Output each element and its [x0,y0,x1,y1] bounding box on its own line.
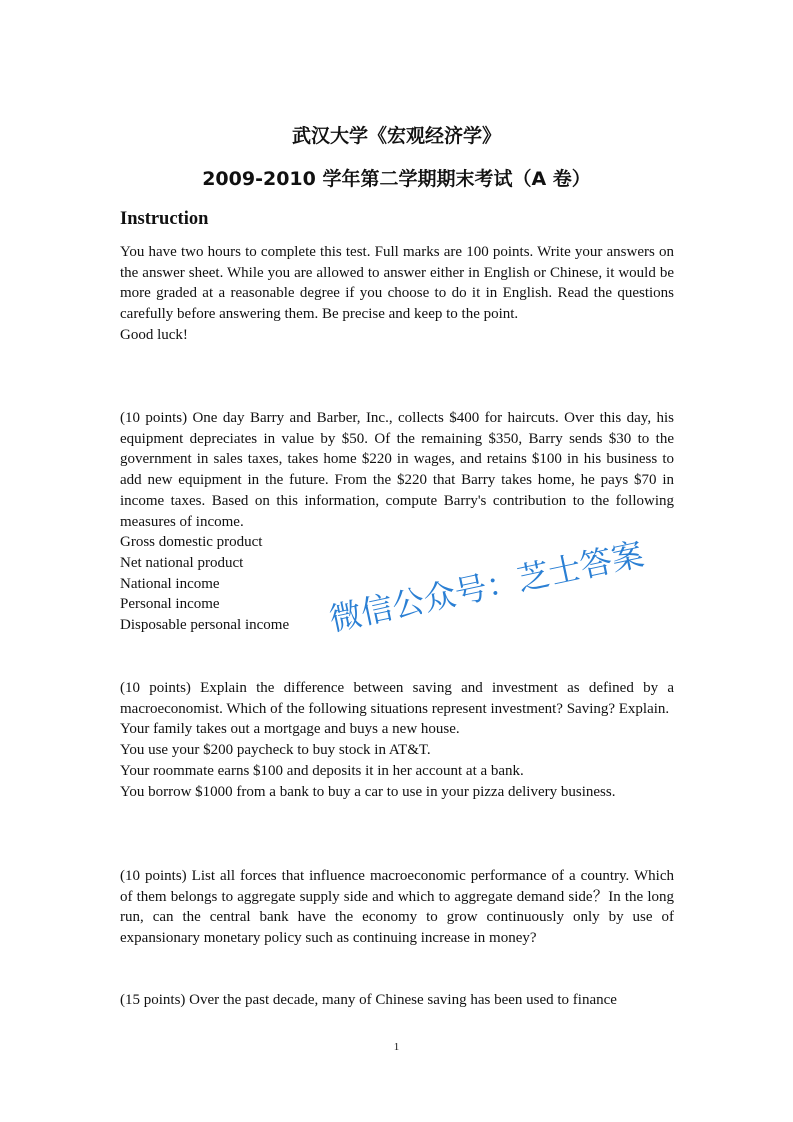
list-item: You use your $200 paycheck to buy stock in AT&T. [120,742,431,759]
question-1 [120,408,674,636]
question-text: (10 points) One day Barry and Barber, Inc., collects $400 for haircuts. Over this day, his equipment depreciates in value by $50. Of the remaining $350, Barry sends $30 to the government in sales taxes, takes home $220 in wages, and retains $100 in his business to add new equipment in the future. From the $220 that Barry takes home, he pays $70 in income taxes. Based on this information, compute Barry's contribution to the following measures of income. [120,410,674,530]
question-2 [120,678,674,802]
list-item: Personal income [120,596,220,613]
list-item: Net national product [120,554,244,571]
question-text: (15 points) Over the past decade, many of Chinese saving has been used to finance [120,992,617,1008]
list-item: Gross domestic product [120,534,263,551]
watermark: 微信公众号：芝士答案 [326,534,647,639]
page-number: 1 [393,1041,400,1053]
question-text: (10 points) List all forces that influence macroeconomic performance of a country. Which of them belongs to aggregate supply side and which to aggregate demand side？In the long run, can the central bank have the economy to grow continuously only by use of expansionary monetary policy such as continuing increase in money? [120,868,674,947]
list-item: Your roommate earns $100 and deposits it in her account at a bank. [120,762,524,779]
exam-subtitle: 2009-2010 学年第二学期期末考试（A 卷） [202,168,591,190]
good-luck: Good luck! [120,326,188,343]
list-item: National income [120,575,220,592]
instruction-block [120,242,674,346]
exam-title: 武汉大学《宏观经济学》 [291,125,501,147]
instruction-text: You have two hours to complete this test. Full marks are 100 points. Write your answers on the answer sheet. While you are allowed to answer either in English or Chinese, it would be more graded at a reasonable degree if you choose to do it in English. Read the questions carefully before answering them. Be precise and keep to the point. [120,244,674,323]
question-text: (10 points) Explain the difference between saving and investment as defined by a macroeconomist. Which of the following situations represent investment? Saving? Explain. [120,680,674,717]
question-3 [120,866,674,949]
list-item: Disposable personal income [120,617,290,634]
list-item: Your family takes out a mortgage and buys a new house. [120,721,460,738]
list-item: You borrow $1000 from a bank to buy a car to use in your pizza delivery business. [120,783,616,800]
instruction-heading: Instruction [120,209,209,229]
question-4 [120,990,674,1011]
